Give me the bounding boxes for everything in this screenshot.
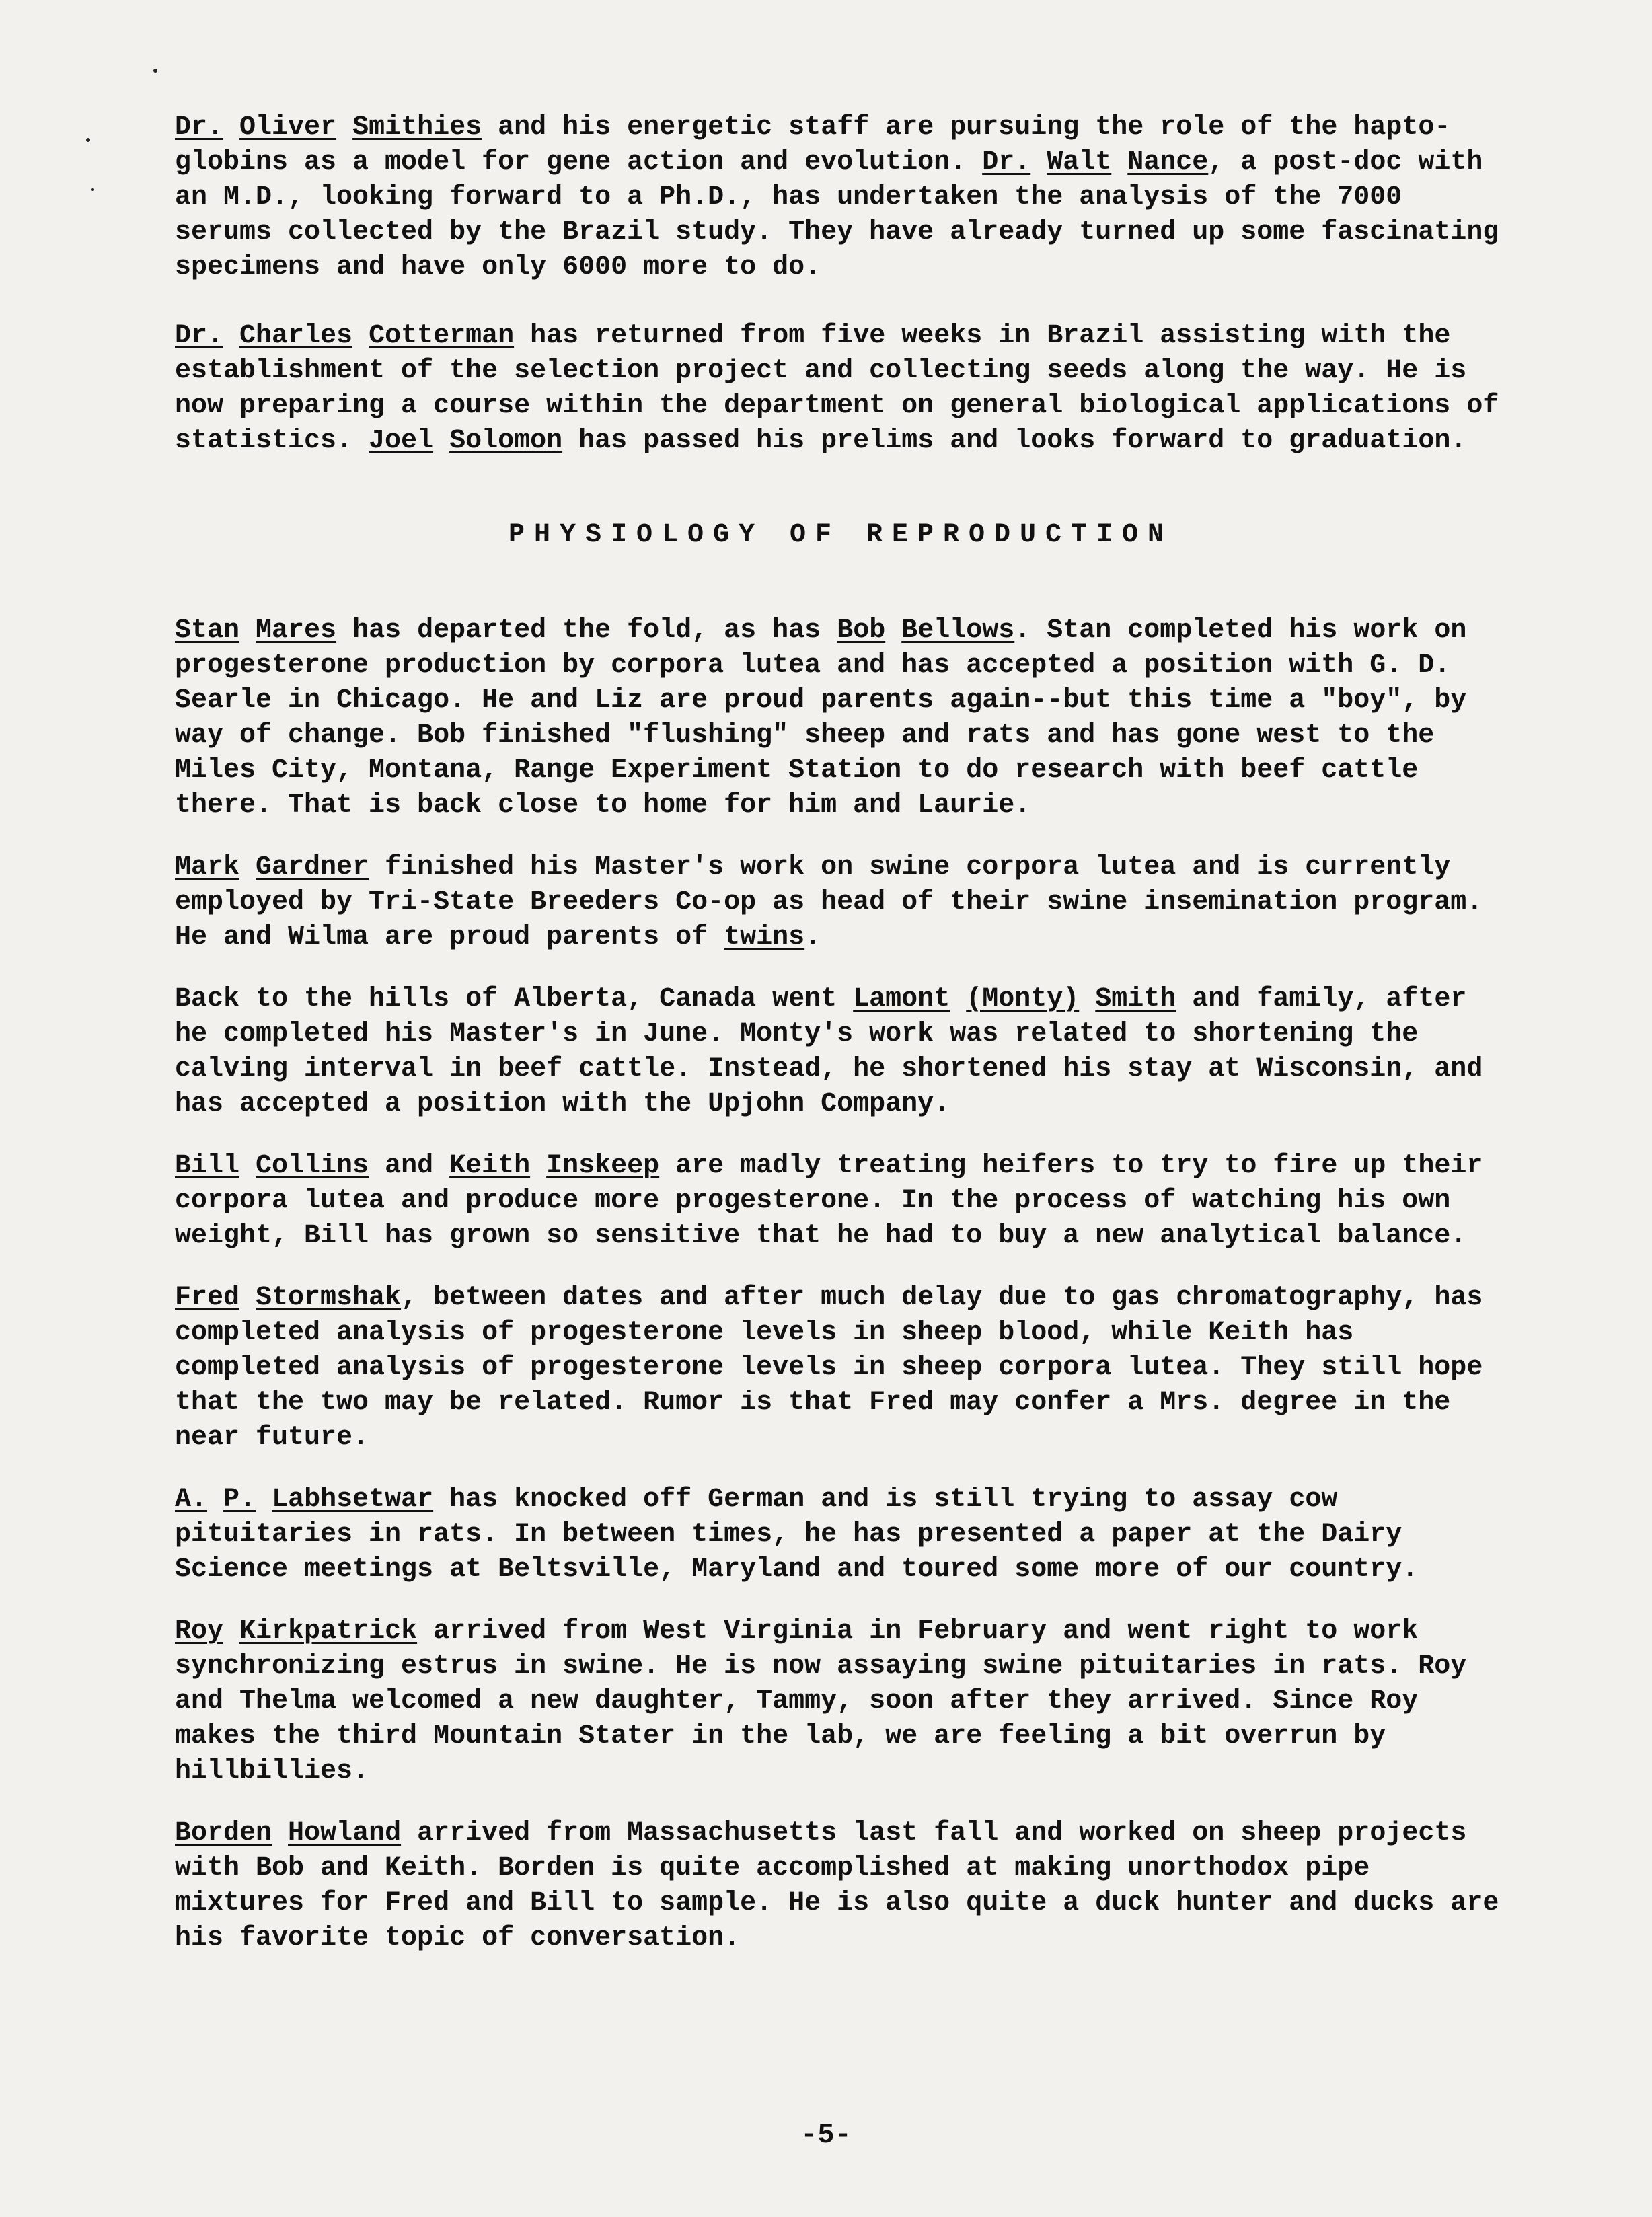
underlined-name: Kirkpatrick [239, 1616, 418, 1647]
paragraph-text: arrived from West Virginia in February and went right to work synchronizing estrus in swine. He is now assaying swine pituitaries in rats. Roy and Thelma welcomed a new daughter, Tammy, soon after they arrived. Since Roy makes the third Mountain Stater in the lab, we are feeling a bit overrun by hillbillies. [175, 1616, 1467, 1787]
paragraph-gardner [175, 850, 1507, 955]
paragraph-text: and [369, 1151, 450, 1181]
underlined-name: Borden [175, 1818, 272, 1848]
underlined-name: Dr. [175, 321, 224, 351]
paragraph-smith [175, 982, 1507, 1122]
paragraph-text [239, 1283, 256, 1313]
paragraph-text [239, 615, 256, 646]
underlined-name: Joel [369, 426, 434, 456]
underlined-name: Smith [1095, 984, 1176, 1014]
underlined-name: Smithies [352, 112, 482, 143]
underlined-name: Dr. [175, 112, 224, 143]
paragraph-labhsetwar [175, 1482, 1507, 1587]
paragraph-text: and family, after he completed his Master's in June. Monty's work was related to shortening the calving interval in beef cattle. Instead, he shortened his stay at Wisconsin, and has accepted a position with the Upjohn Company. [175, 984, 1483, 1119]
paragraph-collins-inskeep [175, 1149, 1507, 1254]
underlined-name: Dr. [982, 147, 1031, 178]
paragraph-text [272, 1818, 288, 1848]
paragraph-stormshak [175, 1281, 1507, 1456]
underlined-name: twins [724, 922, 805, 952]
paragraph-text: finished his Master's work on swine corpora lutea and is currently employed by Tri-State Breeders Co-op as head of their swine insemination program. He and Wilma are proud parents of [175, 852, 1483, 952]
paragraph-text: . Stan completed his work on progesterone production by corpora lutea and has accepted a position with G. D. Searle in Chicago. He and Liz are proud parents again--but this time a "boy", by way of change. Bob finished "flushing" sheep and rats and has gone west to the Miles City, Montana, Range Experiment Station to do research with beef cattle there. That is back close to home for him and Laurie. [175, 615, 1467, 821]
paragraph-cotterman [175, 319, 1507, 459]
underlined-name: Cotterman [369, 321, 515, 351]
section-heading: PHYSIOLOGY OF REPRODUCTION [508, 520, 1174, 550]
paragraph-text [530, 1151, 546, 1181]
paragraph-text [223, 321, 239, 351]
underlined-name: Bill [175, 1151, 240, 1181]
paragraph-howland [175, 1816, 1507, 1956]
underlined-name: Labhsetwar [272, 1485, 434, 1515]
paragraph-text: , between dates and after much delay due to gas chromatography, has completed analysis of progesterone levels in sheep blood, while Keith has completed analysis of progesterone levels in sheep corpora lutea. They still hope that the two may be related. Rumor is that Fred may confer a Mrs. degree in the near future. [175, 1283, 1483, 1453]
paragraph-text [223, 112, 239, 143]
underlined-name: Stan [175, 615, 240, 646]
paragraph-text [336, 112, 352, 143]
paragraph-text: has departed the fold, as has [336, 615, 837, 646]
paragraph-text [885, 615, 901, 646]
paragraph-kirkpatrick [175, 1614, 1507, 1789]
paragraph-text: Back to the hills of Alberta, Canada went [175, 984, 854, 1014]
underlined-name: Collins [256, 1151, 369, 1181]
paragraph-text [239, 852, 256, 882]
paragraph-text [207, 1485, 223, 1515]
underlined-name: Oliver [239, 112, 337, 143]
underlined-name: Mark [175, 852, 240, 882]
paragraph-text: has knocked off German and is still trying to assay cow pituitaries in rats. In between times, he has presented a paper at the Dairy Science meetings at Beltsville, Maryland and toured some more of our country. [175, 1485, 1419, 1585]
paragraph-text: has returned from five weeks in Brazil assisting with the establishment of the selection project and collecting seeds along the way. He is now preparing a course within the department on general biological applications of statistics. [175, 321, 1499, 456]
underlined-name: Roy [175, 1616, 224, 1647]
underlined-name: Keith [449, 1151, 531, 1181]
paper-speck [91, 188, 94, 191]
underlined-name: (Monty) [966, 984, 1080, 1014]
underlined-name: A. [175, 1485, 208, 1515]
underlined-name: Inskeep [546, 1151, 660, 1181]
underlined-name: Solomon [449, 426, 563, 456]
underlined-name: Walt [1047, 147, 1112, 178]
paragraph-text: arrived from Massachusetts last fall and worked on sheep projects with Bob and Keith. Borden is quite accomplished at making unorthodox pipe mixtures for Fred and Bill to sample. He is also quite a duck hunter and ducks are his favorite topic of conversation. [175, 1818, 1499, 1953]
page-number: -5- [800, 2119, 852, 2151]
paragraph-text [239, 1151, 256, 1181]
paper-speck [153, 69, 157, 73]
underlined-name: Nance [1127, 147, 1209, 178]
paragraph-text [1079, 984, 1095, 1014]
paragraph-smithies [175, 110, 1507, 285]
underlined-name: Mares [256, 615, 337, 646]
underlined-name: Bob [837, 615, 886, 646]
paper-speck [86, 138, 90, 142]
paragraph-text: . [804, 922, 821, 952]
paragraph-text [1111, 147, 1127, 178]
underlined-name: Stormshak [256, 1283, 402, 1313]
underlined-name: Howland [288, 1818, 402, 1848]
underlined-name: Charles [239, 321, 353, 351]
paragraph-text [352, 321, 369, 351]
paragraph-text [223, 1616, 239, 1647]
paragraph-text: , a post-doc with an M.D., looking forward to a Ph.D., has undertaken the analysis of the 7000 serums collected by the Brazil study. They have already turned up some fascinating specimens and have only 6000 more to do. [175, 147, 1499, 283]
underlined-name: Fred [175, 1283, 240, 1313]
paragraph-text [256, 1485, 272, 1515]
paragraph-text [950, 984, 966, 1014]
paragraph-text: has passed his prelims and looks forward to graduation. [562, 426, 1467, 456]
underlined-name: P. [223, 1485, 256, 1515]
page-body [175, 101, 1507, 1956]
paragraph-text: are madly treating heifers to try to fire up their corpora lutea and produce more progesterone. In the process of watching his own weight, Bill has grown so sensitive that he had to buy a new analytical balance. [175, 1151, 1483, 1251]
paragraph-text: and his energetic staff are pursuing the role of the hapto-globins as a model for gene action and evolution. [175, 112, 1451, 178]
paragraph-mares-bellows [175, 613, 1507, 823]
paragraph-text [1030, 147, 1047, 178]
underlined-name: Bellows [901, 615, 1015, 646]
underlined-name: Gardner [256, 852, 369, 882]
paragraph-text [433, 426, 449, 456]
underlined-name: Lamont [853, 984, 950, 1014]
